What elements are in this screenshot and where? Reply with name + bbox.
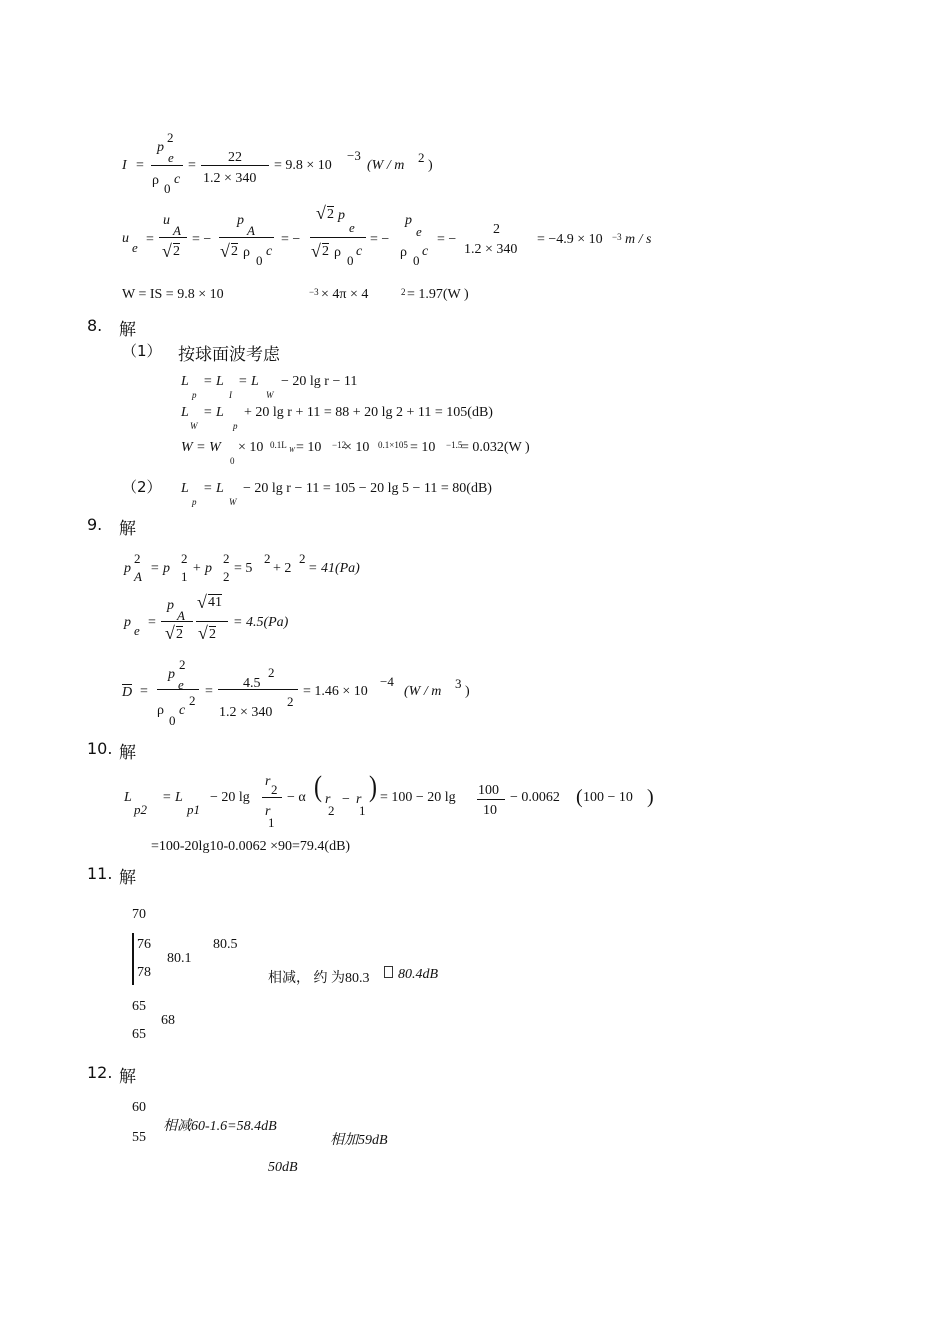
note: 相减， 约 为80.3 bbox=[268, 971, 370, 986]
power-mid: × 4π × 4 bbox=[321, 287, 369, 302]
part-text: 按球面波考虑 bbox=[178, 345, 280, 365]
subscript: p bbox=[192, 390, 197, 400]
symbol-c: c bbox=[179, 703, 186, 718]
fraction-bar bbox=[218, 689, 298, 690]
radicand: 2 bbox=[327, 207, 334, 222]
left-paren: ( bbox=[314, 770, 322, 803]
exponent: −1.5 bbox=[446, 440, 463, 450]
subscript: e bbox=[349, 220, 355, 235]
symbol-c: c bbox=[266, 244, 273, 259]
subscript: e bbox=[416, 224, 422, 239]
fraction-bar bbox=[477, 799, 505, 800]
exponent: −3 bbox=[347, 148, 361, 163]
exponent: −4 bbox=[380, 674, 394, 689]
subscript: 0 bbox=[347, 253, 354, 268]
radical-icon: √ bbox=[311, 241, 321, 261]
subscript: 2 bbox=[271, 782, 278, 797]
eq-part: = 100 − 20 lg bbox=[380, 790, 456, 805]
symbol-L: L bbox=[181, 481, 189, 496]
radicand: 2 bbox=[231, 244, 238, 259]
question-label: 解 bbox=[119, 320, 136, 340]
question-number: 12. bbox=[87, 1063, 113, 1082]
exponent: −12 bbox=[332, 440, 347, 450]
symbol-p: p bbox=[338, 208, 345, 223]
superscript: 2 bbox=[179, 657, 186, 672]
question-number: 11. bbox=[87, 864, 113, 883]
eq-part: − 0.0062 bbox=[510, 790, 560, 805]
value: 65 bbox=[132, 999, 146, 1014]
symbol-r: r bbox=[325, 792, 331, 807]
superscript: 2 bbox=[134, 551, 141, 566]
question-number: 10. bbox=[87, 739, 113, 758]
superscript: 2 bbox=[268, 665, 275, 680]
symbol-p: p bbox=[168, 667, 175, 682]
question-number: 8. bbox=[87, 316, 103, 335]
eq-part: − 20 lg r − 11 bbox=[281, 374, 358, 389]
note: 相加59dB bbox=[330, 1133, 388, 1148]
value: 50dB bbox=[268, 1160, 298, 1175]
fraction-bar bbox=[161, 621, 193, 622]
subscript: W bbox=[266, 390, 274, 400]
radicand: 2 bbox=[322, 244, 329, 259]
value: 60 bbox=[132, 1100, 146, 1115]
fraction-bar bbox=[151, 165, 183, 166]
superscript: 2 bbox=[264, 551, 271, 566]
fraction-bar bbox=[219, 237, 274, 238]
subscript: e bbox=[178, 677, 184, 692]
radical-icon: √ bbox=[162, 241, 172, 261]
bracket-line bbox=[132, 933, 134, 985]
eq-part: = L bbox=[238, 374, 259, 389]
left-paren: ( bbox=[576, 786, 583, 808]
fraction-bar bbox=[196, 621, 228, 622]
superscript: 2 bbox=[167, 130, 174, 145]
numerator: 2 bbox=[493, 222, 500, 237]
note: 相减60-1.6=58.4dB bbox=[163, 1119, 277, 1134]
fraction-bar bbox=[201, 165, 269, 166]
symbol-rho: ρ bbox=[152, 173, 159, 188]
eq-part: = 5 bbox=[234, 561, 253, 576]
subscript: W bbox=[190, 421, 198, 431]
radical-icon: √ bbox=[316, 203, 326, 223]
value: 76 bbox=[137, 937, 151, 952]
symbol-rho: ρ bbox=[243, 245, 250, 260]
symbol-p: p bbox=[124, 615, 131, 630]
eq-part: + 20 lg r + 11 = 88 + 20 lg 2 + 11 = 105(dB) bbox=[244, 405, 493, 420]
eq-part: W = W bbox=[181, 440, 221, 455]
symbol-c: c bbox=[174, 172, 181, 187]
symbol-p: p bbox=[124, 561, 131, 576]
eq-part: = 10 bbox=[296, 440, 322, 455]
unit: (W / m bbox=[367, 158, 405, 173]
value: 78 bbox=[137, 965, 151, 980]
question-label: 解 bbox=[119, 519, 136, 539]
exponent: 2 bbox=[401, 287, 406, 297]
eq-part: × 10 bbox=[238, 440, 264, 455]
superscript: 2 bbox=[223, 551, 230, 566]
subscript: W bbox=[229, 497, 237, 507]
radicand: 41 bbox=[208, 595, 222, 610]
right-paren: ) bbox=[647, 786, 654, 808]
numerator: 22 bbox=[228, 150, 242, 165]
symbol-r: r bbox=[265, 804, 271, 819]
fraction-bar bbox=[159, 237, 187, 238]
value: 55 bbox=[132, 1130, 146, 1145]
symbol-u: u bbox=[122, 231, 129, 246]
superscript: 2 bbox=[299, 551, 306, 566]
question-number: 9. bbox=[87, 515, 103, 534]
unit-exponent: 2 bbox=[418, 150, 425, 165]
value: 68 bbox=[161, 1013, 175, 1028]
radical-icon: √ bbox=[197, 592, 207, 612]
subscript: 0 bbox=[164, 181, 171, 196]
result: = −4.9 × 10 bbox=[537, 232, 603, 247]
subscript: 0 bbox=[413, 253, 420, 268]
radicand: 2 bbox=[209, 627, 216, 642]
unit: (W / m bbox=[404, 684, 442, 699]
exponent: 0.1×105 bbox=[378, 440, 408, 450]
subscript: 2 bbox=[328, 803, 335, 818]
unit-exponent: 3 bbox=[455, 676, 462, 691]
power-text: W = IS = 9.8 × 10 bbox=[122, 287, 224, 302]
subscript: e bbox=[132, 240, 138, 255]
symbol-D-bar: D bbox=[122, 685, 133, 700]
subscript: e bbox=[134, 623, 140, 638]
eq-part: = p bbox=[150, 561, 170, 576]
subscript: p bbox=[233, 421, 238, 431]
symbol-L: L bbox=[181, 374, 189, 389]
missing-glyph-icon bbox=[384, 966, 393, 978]
superscript: 2 bbox=[287, 694, 294, 709]
eq-part: 100 − 10 bbox=[583, 790, 633, 805]
power-end: = 1.97(W ) bbox=[407, 287, 469, 302]
unit: m / s bbox=[625, 232, 652, 247]
exponent: 0.1L bbox=[270, 440, 287, 450]
subscript: A bbox=[177, 608, 185, 623]
eq-part: = 0.032(W ) bbox=[461, 440, 530, 455]
symbol-I: I bbox=[122, 158, 127, 173]
equals: = bbox=[188, 158, 196, 173]
result: = 1.46 × 10 bbox=[303, 684, 368, 699]
eq-part: − 20 lg r − 11 = 105 − 20 lg 5 − 11 = 80(dB) bbox=[243, 481, 492, 496]
eq-part: = L bbox=[203, 374, 224, 389]
question-label: 解 bbox=[119, 743, 136, 763]
symbol-rho: ρ bbox=[334, 245, 341, 260]
radicand: 2 bbox=[176, 627, 183, 642]
subscript: A bbox=[247, 223, 255, 238]
superscript: 2 bbox=[189, 693, 196, 708]
fraction-bar bbox=[262, 797, 282, 798]
note-value: 80.4dB bbox=[398, 967, 439, 982]
eq-part: = 41(Pa) bbox=[308, 561, 360, 576]
radicand: 2 bbox=[173, 244, 180, 259]
subscript: p bbox=[192, 497, 197, 507]
eq-part: − α bbox=[287, 790, 306, 805]
equals: = bbox=[136, 158, 144, 173]
value: 80.5 bbox=[213, 937, 238, 952]
radical-icon: √ bbox=[165, 623, 175, 643]
symbol-u: u bbox=[163, 213, 170, 228]
result: = 9.8 × 10 bbox=[274, 158, 332, 173]
numerator: 4.5 bbox=[243, 676, 261, 691]
eq-part: = 10 bbox=[410, 440, 436, 455]
eq-part: + 2 bbox=[273, 561, 292, 576]
symbol-p: p bbox=[237, 213, 244, 228]
subscript: 1 bbox=[268, 815, 275, 830]
subscript: 2 bbox=[223, 569, 230, 584]
fraction-bar bbox=[310, 237, 366, 238]
subscript: 0 bbox=[230, 456, 235, 466]
eq-part: × 10 bbox=[344, 440, 370, 455]
subscript: W bbox=[289, 446, 295, 454]
subscript: 1 bbox=[181, 569, 188, 584]
close-paren: ) bbox=[428, 158, 433, 173]
denominator: 1.2 × 340 bbox=[464, 242, 518, 257]
eq-part: = L bbox=[203, 481, 224, 496]
symbol-p: p bbox=[157, 140, 164, 155]
subscript: A bbox=[173, 223, 181, 238]
subscript: e bbox=[168, 150, 174, 165]
superscript: 2 bbox=[181, 551, 188, 566]
question-label: 解 bbox=[119, 868, 136, 888]
right-paren: ) bbox=[369, 770, 377, 803]
value: 70 bbox=[132, 907, 146, 922]
symbol-p: p bbox=[405, 213, 412, 228]
subscript: A bbox=[134, 569, 142, 584]
eq-part: + p bbox=[192, 561, 212, 576]
part-number: （2） bbox=[122, 478, 162, 496]
symbol-p: p bbox=[167, 598, 174, 613]
exponent: −3 bbox=[612, 232, 622, 242]
numerator: 100 bbox=[478, 783, 499, 798]
subscript: 0 bbox=[256, 253, 263, 268]
eq-line: =100-20lg10-0.0062 ×90=79.4(dB) bbox=[151, 839, 351, 854]
denominator: 1.2 × 340 bbox=[219, 705, 273, 720]
value: 80.1 bbox=[167, 951, 192, 966]
symbol-r: r bbox=[356, 792, 362, 807]
symbol-L: L bbox=[124, 790, 132, 805]
eq-part: = L bbox=[203, 405, 224, 420]
symbol-rho: ρ bbox=[157, 703, 164, 718]
denominator: 10 bbox=[483, 803, 497, 818]
symbol-r: r bbox=[265, 774, 271, 789]
symbol-rho: ρ bbox=[400, 245, 407, 260]
value: 65 bbox=[132, 1027, 146, 1042]
symbol-c: c bbox=[422, 244, 429, 259]
close-paren: ) bbox=[465, 684, 470, 699]
eq-part: = 4.5(Pa) bbox=[233, 615, 289, 630]
radical-icon: √ bbox=[220, 241, 230, 261]
subscript: I bbox=[229, 390, 232, 400]
subscript: p1 bbox=[187, 802, 200, 817]
subscript: 0 bbox=[169, 713, 176, 728]
fraction-bar bbox=[157, 689, 199, 690]
symbol-L: L bbox=[181, 405, 189, 420]
eq-part: − 20 lg bbox=[210, 790, 250, 805]
radical-icon: √ bbox=[198, 623, 208, 643]
denominator: 1.2 × 340 bbox=[203, 171, 257, 186]
exponent: −3 bbox=[309, 287, 319, 297]
subscript: p2 bbox=[134, 802, 147, 817]
eq-part: = L bbox=[162, 790, 183, 805]
question-label: 解 bbox=[119, 1067, 136, 1087]
symbol-c: c bbox=[356, 244, 363, 259]
part-number: （1） bbox=[122, 342, 162, 360]
subscript: 1 bbox=[359, 803, 366, 818]
